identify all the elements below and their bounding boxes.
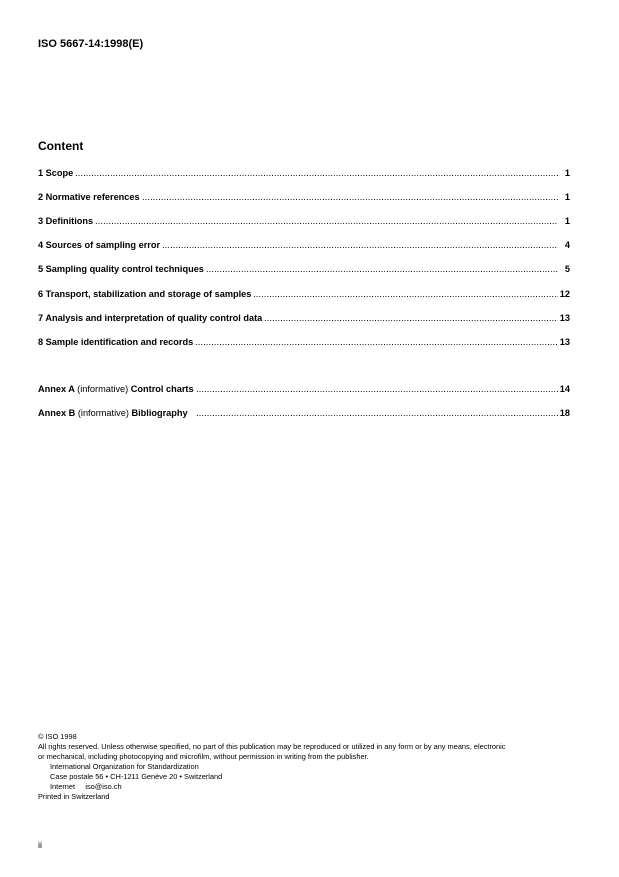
toc-entry-annex-a[interactable] xyxy=(38,383,570,395)
toc-entry-title: 7 Analysis and interpretation of quality control data xyxy=(38,313,263,323)
toc-entry-page: 13 xyxy=(559,313,570,323)
page-title: Content xyxy=(38,139,84,153)
toc-entry-normative-references[interactable] xyxy=(38,191,570,203)
internet-line xyxy=(38,782,578,792)
toc-leader-dots xyxy=(206,271,558,272)
toc-entry-page: 13 xyxy=(559,337,570,347)
page-number: ii xyxy=(38,840,42,850)
toc-entry-title: 8 Sample identification and records xyxy=(38,337,194,347)
toc-leader-dots xyxy=(264,320,557,321)
document-id: ISO 5667-14:1998(E) xyxy=(38,38,144,50)
toc-entry-quality-control-techniques[interactable] xyxy=(38,263,570,275)
toc-entry-title: 1 Scope xyxy=(38,168,74,178)
annex-label: Annex A xyxy=(38,384,75,394)
internet-email-link[interactable]: iso@iso.ch xyxy=(85,782,122,791)
toc-entry-title: 6 Transport, stabilization and storage of samples xyxy=(38,289,252,299)
annex-note: (informative) xyxy=(77,384,129,394)
toc-entry-sample-identification[interactable] xyxy=(38,336,570,348)
toc-leader-dots xyxy=(162,247,558,248)
toc-entry-scope[interactable] xyxy=(38,167,570,179)
toc-leader-dots xyxy=(196,391,558,392)
toc-entry-sources-of-sampling-error[interactable] xyxy=(38,239,570,251)
organization-address: Case postale 56 • CH-1211 Genève 20 • Switzerland xyxy=(50,772,223,781)
rights-statement-line-1: All rights reserved. Unless otherwise specified, no part of this publication may be reproduced or utilized in any form or by any means, electronic xyxy=(38,742,506,751)
toc-entry-title: 4 Sources of sampling error xyxy=(38,240,161,250)
annex-title: Bibliography xyxy=(131,408,188,418)
toc-entry-annex-b[interactable] xyxy=(38,407,570,419)
toc-entry-page: 4 xyxy=(564,240,570,250)
toc-entry-definitions[interactable] xyxy=(38,215,570,227)
toc-leader-dots xyxy=(195,344,558,345)
toc-entry-page: 1 xyxy=(564,216,570,226)
toc-entry-page: 12 xyxy=(559,289,570,299)
toc-leader-dots xyxy=(75,175,558,176)
toc-entry-transport-storage[interactable] xyxy=(38,288,570,300)
copyright-notice xyxy=(38,732,578,802)
printed-in: Printed in Switzerland xyxy=(38,792,110,801)
toc-entry-analysis-interpretation[interactable] xyxy=(38,312,570,324)
copyright-line: © ISO 1998 xyxy=(38,732,77,741)
toc-entry-title: 5 Sampling quality control techniques xyxy=(38,264,204,274)
toc-entry-title: 2 Normative references xyxy=(38,192,140,202)
toc-leader-dots xyxy=(253,296,557,297)
toc-leader-dots xyxy=(95,223,558,224)
toc-entry-page: 14 xyxy=(559,384,570,394)
toc-entry-page: 1 xyxy=(564,168,570,178)
annex-title: Control charts xyxy=(130,384,194,394)
annex-label: Annex B xyxy=(38,408,76,418)
internet-label: Internet xyxy=(50,782,76,791)
toc-entry-page: 18 xyxy=(559,408,570,418)
organization-name: International Organization for Standardization xyxy=(50,762,199,771)
toc-entry-title xyxy=(38,383,194,395)
toc-entry-title xyxy=(38,407,188,419)
annex-note: (informative) xyxy=(77,408,129,418)
toc-leader-dots xyxy=(196,415,558,416)
toc-entry-page: 5 xyxy=(564,264,570,274)
toc-entry-page: 1 xyxy=(564,192,570,202)
toc-leader-dots xyxy=(142,199,558,200)
toc-entry-title: 3 Definitions xyxy=(38,216,94,226)
rights-statement-line-2: or mechanical, including photocopying and microfilm, without permission in writing from the publisher. xyxy=(38,752,369,761)
